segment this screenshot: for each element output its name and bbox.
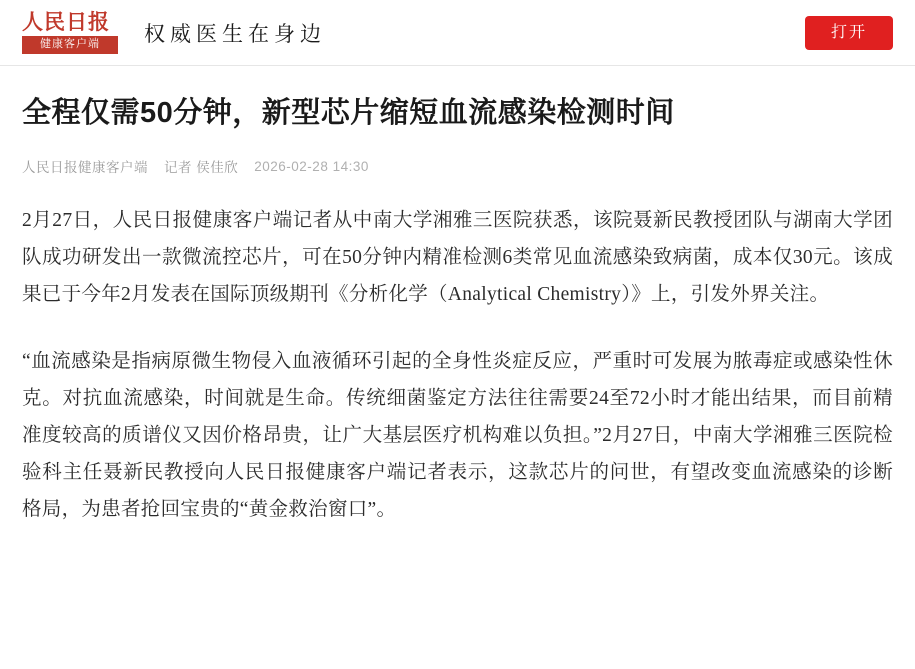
site-header xyxy=(0,0,915,66)
site-logo[interactable] xyxy=(22,11,118,54)
article-datetime: 2026-02-28 14:30 xyxy=(254,158,369,174)
open-app-button[interactable]: 打开 xyxy=(805,16,893,50)
logo-wordmark: 人民日报 xyxy=(22,10,110,34)
article-source: 人民日报健康客户端 xyxy=(22,160,148,175)
logo-subtitle: 健康客户端 xyxy=(22,36,118,54)
article-author: 记者 侯佳欣 xyxy=(164,160,239,175)
article-container xyxy=(0,66,915,528)
article-meta xyxy=(22,156,893,176)
page-title: 全程仅需50分钟，新型芯片缩短血流感染检测时间 xyxy=(22,97,675,129)
article-paragraph: “血流感染是指病原微生物侵入血液循环引起的全身性炎症反应，严重时可发展为脓毒症或感染性休克。对抗血流感染，时间就是生命。传统细菌鉴定方法往往需要24至72小时才能出结果，而目前精准度较高的质谱仪又因价格昂贵，让广大基层医疗机构难以负担。”2月27日，中南大学湘雅三医院检验科主任聂新民教授向人民日报健康客户端记者表示，这款芯片的问世，有望改变血流感染的诊断格局，为患者抢回宝贵的“黄金救治窗口”。 xyxy=(22,351,893,520)
article-body xyxy=(22,202,893,528)
article-paragraph: 2月27日，人民日报健康客户端记者从中南大学湘雅三医院获悉，该院聂新民教授团队与湖南大学团队成功研发出一款微流控芯片，可在50分钟内精准检测6类常见血流感染致病菌，成本仅30元。该成果已于今年2月发表在国际顶级期刊《分析化学（Analytical Chemistry）》上，引发外界关注。 xyxy=(22,210,893,305)
brand-slogan: 权威医生在身边 xyxy=(144,21,326,46)
